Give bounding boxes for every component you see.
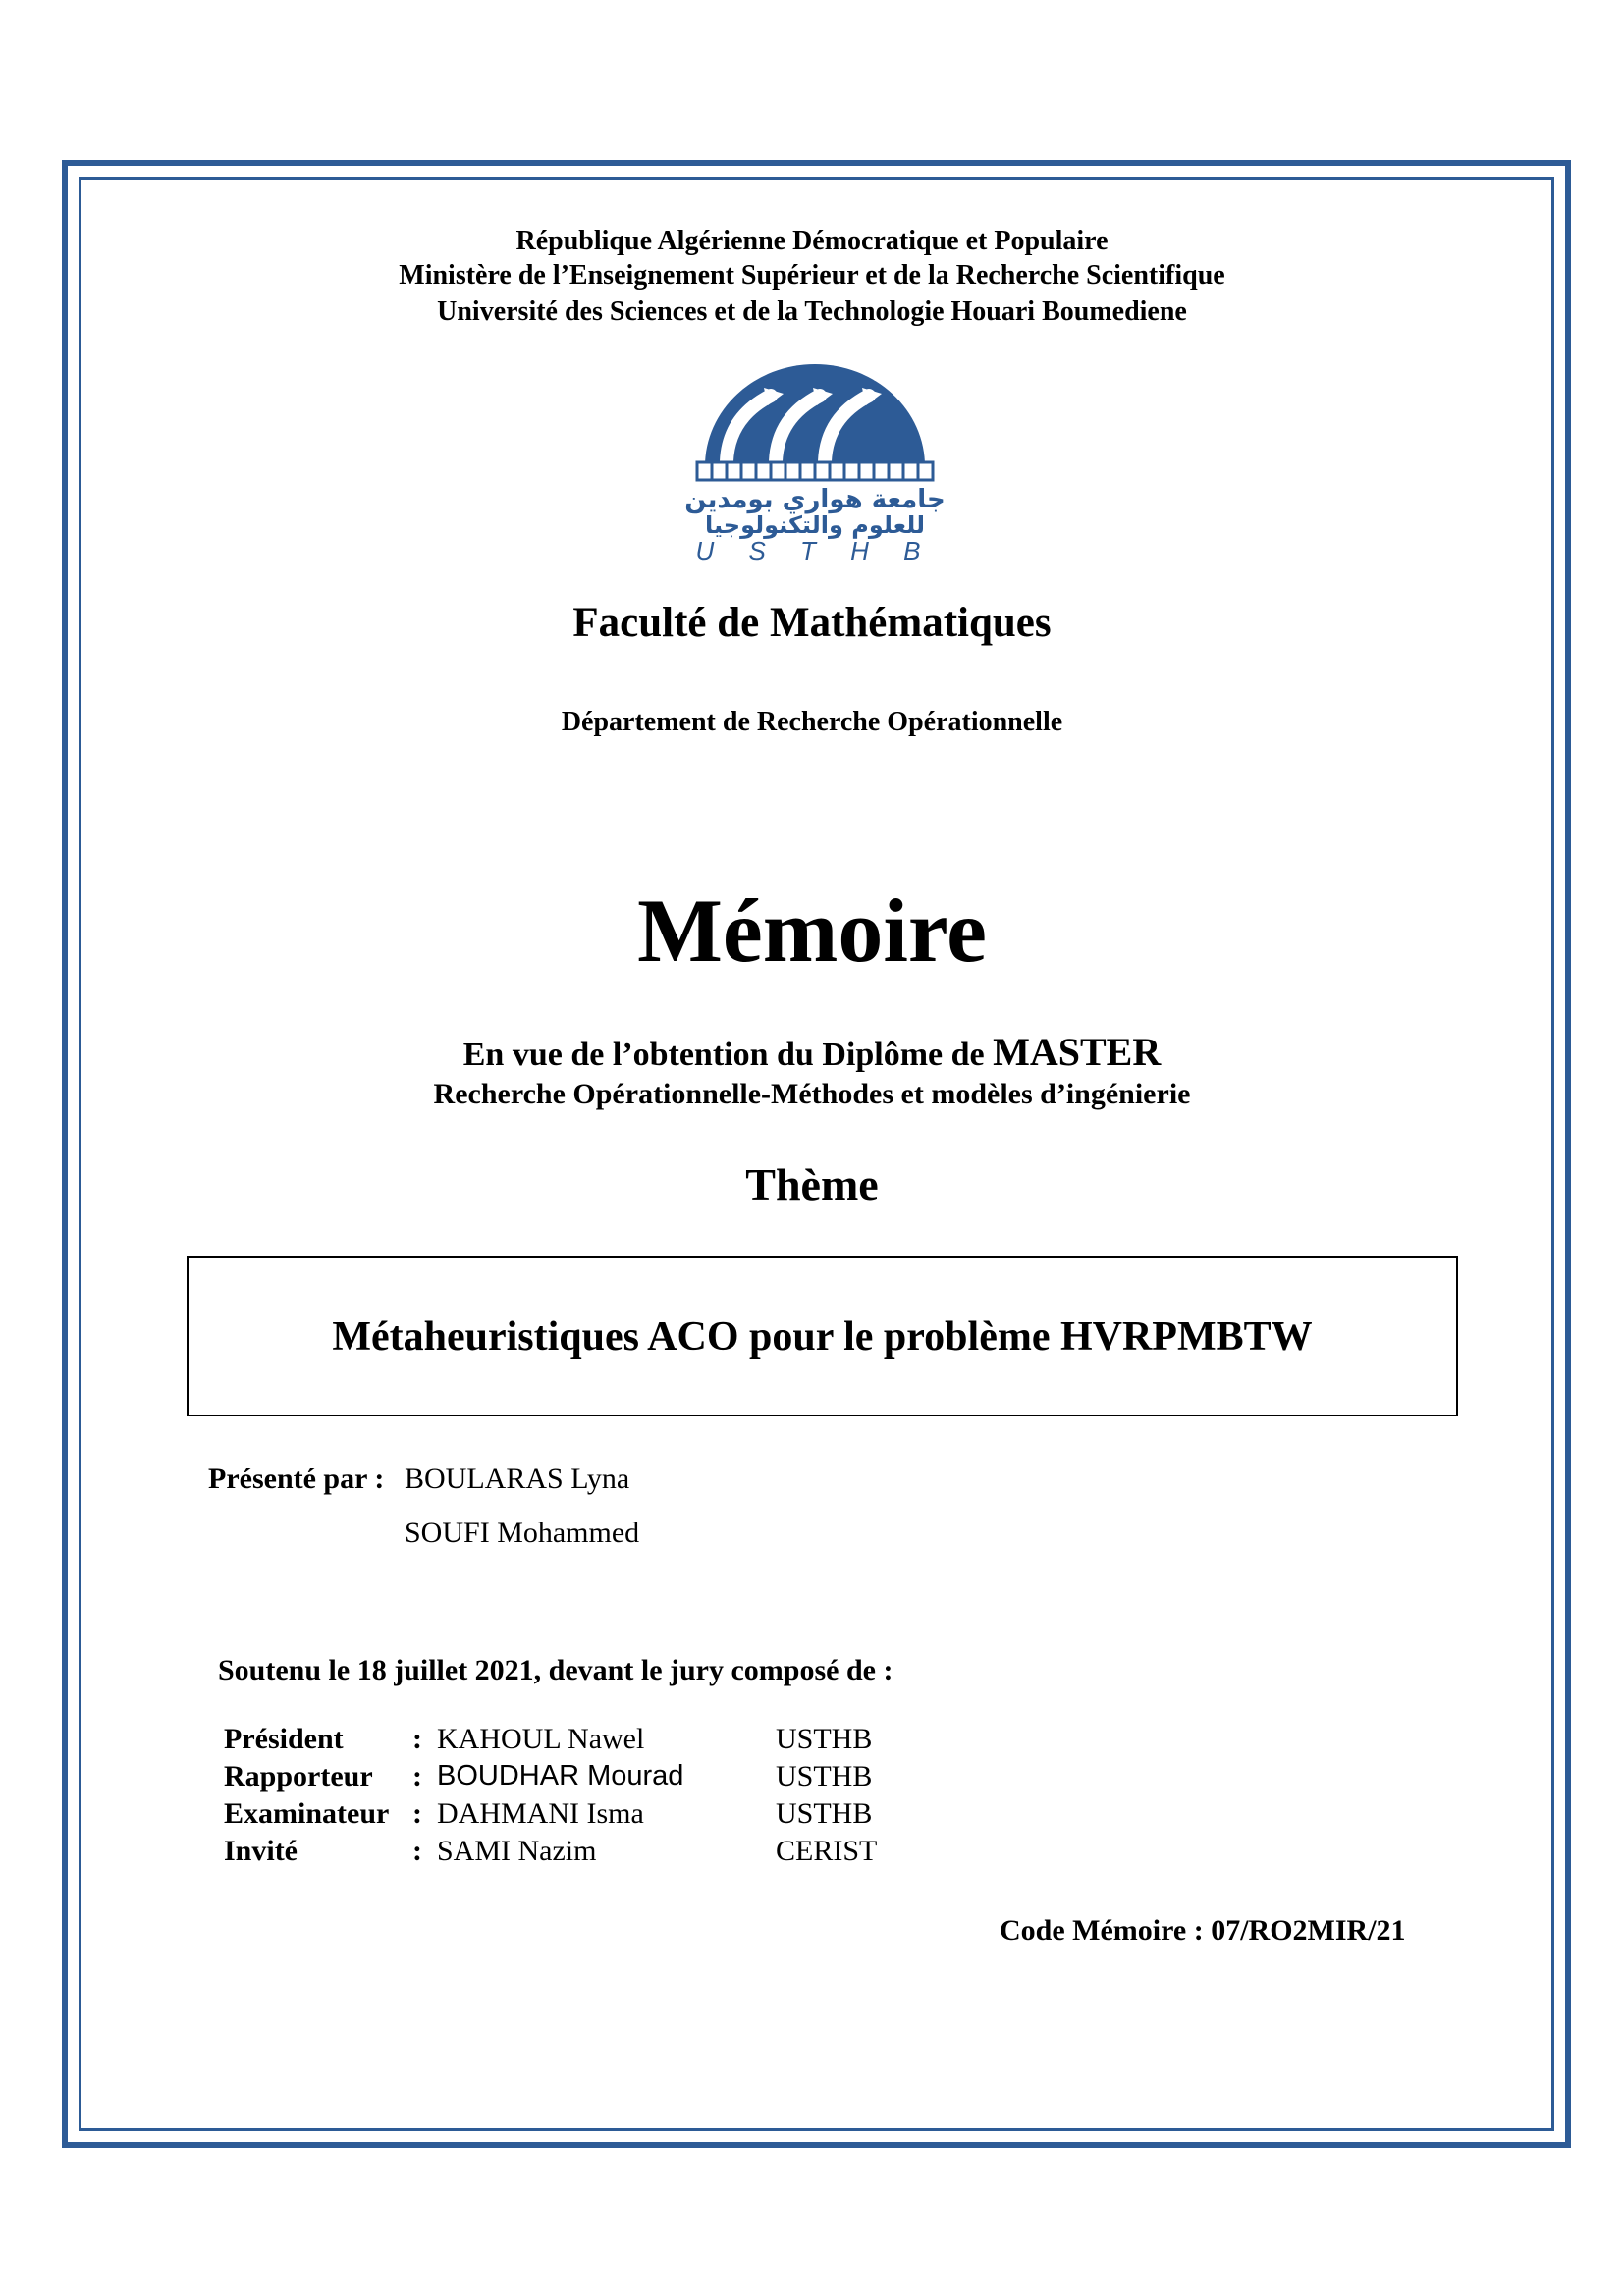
jury-role-president: Président <box>224 1723 344 1755</box>
jury-name-examinateur: DAHMANI Isma <box>437 1797 644 1830</box>
jury-institution-invite: CERIST <box>776 1835 878 1867</box>
usthb-logo <box>677 358 952 564</box>
header-university: Université des Sciences et de la Technologie Houari Boumediene <box>437 296 1187 327</box>
jury-separator: : <box>412 1723 422 1755</box>
logo-arabic-line1: جامعة هواري بومدين <box>684 485 946 514</box>
logo-arabic-line2: للعلوم والتكنولوجيا <box>704 511 926 539</box>
jury-institution-rapporteur: USTHB <box>776 1760 873 1792</box>
jury-name-invite: SAMI Nazim <box>437 1835 597 1867</box>
jury-name-rapporteur: BOUDHAR Mourad <box>437 1760 684 1791</box>
jury-role-invite: Invité <box>224 1835 298 1867</box>
jury-role-examinateur: Examinateur <box>224 1797 390 1830</box>
jury-separator: : <box>412 1835 422 1867</box>
jury-role-rapporteur: Rapporteur <box>224 1760 373 1792</box>
department-name: Département de Recherche Opérationnelle <box>561 707 1063 737</box>
defense-info: Soutenu le 18 juillet 2021, devant le jury composé de : <box>218 1654 893 1686</box>
jury-institution-president: USTHB <box>776 1723 873 1755</box>
presented-by-label: Présenté par : <box>208 1463 385 1495</box>
logo-latin: U S T H B <box>695 536 935 564</box>
author-1: BOULARAS Lyna <box>405 1463 630 1495</box>
obtention-line <box>0 1029 1624 1075</box>
jury-institution-examinateur: USTHB <box>776 1797 873 1830</box>
author-2: SOUFI Mohammed <box>405 1517 640 1549</box>
jury-separator: : <box>412 1797 422 1830</box>
thesis-code: Code Mémoire : 07/RO2MIR/21 <box>1000 1914 1406 1947</box>
specialty: Recherche Opérationnelle-Méthodes et modèles d’ingénierie <box>433 1078 1191 1110</box>
header-ministry: Ministère de l’Enseignement Supérieur et de la Recherche Scientifique <box>399 260 1225 291</box>
jury-separator: : <box>412 1760 422 1792</box>
document-type: Mémoire <box>637 881 987 981</box>
thesis-title: Métaheuristiques ACO pour le problème HVRPMBTW <box>332 1313 1313 1360</box>
header-republic: République Algérienne Démocratique et Populaire <box>515 226 1109 256</box>
faculty-name: Faculté de Mathématiques <box>572 600 1052 646</box>
theme-label: Thème <box>745 1159 879 1209</box>
obtention-prefix: En vue de l’obtention du Diplôme de <box>462 1037 994 1073</box>
degree-name: MASTER <box>993 1030 1162 1074</box>
title-box <box>187 1256 1458 1416</box>
jury-name-president: KAHOUL Nawel <box>437 1723 645 1755</box>
